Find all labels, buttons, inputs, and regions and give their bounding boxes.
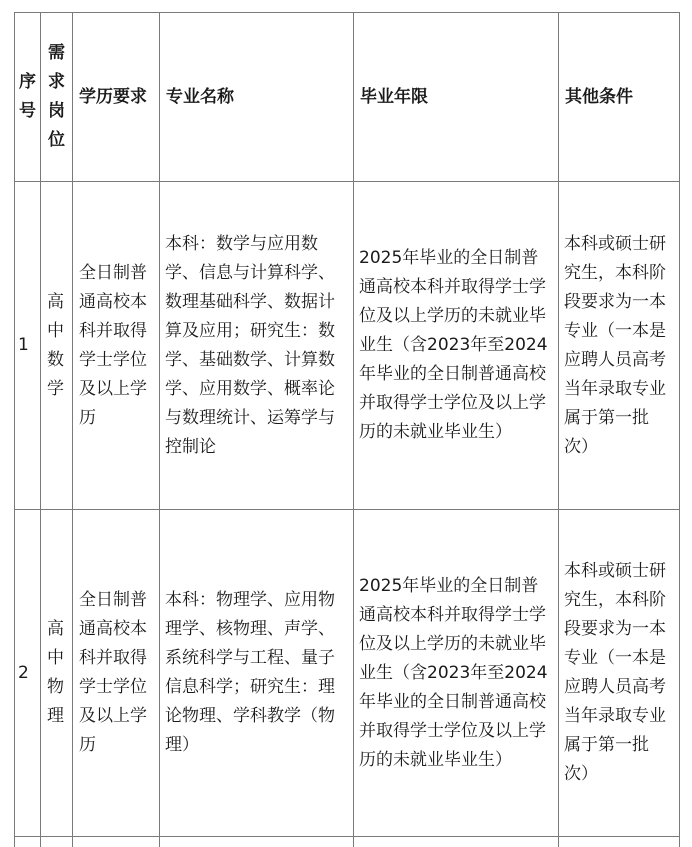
row-graduation [354,510,559,837]
header-position-char: 需 [46,39,67,68]
header-position-char: 岗 [46,97,67,126]
position-char: 物 [47,673,66,702]
header-graduation: 毕业年限 [354,13,559,182]
row-other [559,510,680,837]
position-char: 理 [47,702,66,731]
row-number: 2 [15,510,41,837]
header-no [15,13,41,182]
major-text: 本科：物理学、应用物理学、核物理、声学、系统科学与工程、量子信息科学；研究生：理论物理、学科教学（物理） [165,586,347,760]
graduation-text: 2025年毕业的全日制普通高校本科并取得学士学位及以上学历的未就业毕业生（含2023年至2024年毕业的全日制普通高校并取得学士学位及以上学历的未就业毕业生） [359,244,553,447]
row-number: 1 [15,182,41,510]
header-no-char: 序 [15,68,40,97]
other-text: 本科或硕士研究生，本科阶段要求为一本专业（一本是应聘人员高考当年录取专业属于第一批次） [564,557,673,789]
position-char: 数 [47,346,66,375]
education-text: 全日制普通高校本科并取得学士学位及以上学历 [79,259,153,433]
row-major [160,510,354,837]
header-position [41,13,73,182]
position-char: 学 [47,375,66,404]
position-char: 中 [47,317,66,346]
recruitment-table [14,12,680,847]
row-other [559,182,680,510]
header-other: 其他条件 [559,13,680,182]
header-position-char: 求 [46,68,67,97]
table-row [15,510,680,837]
education-text: 全日制普通高校本科并取得学士学位及以上学历 [79,586,153,760]
header-major: 专业名称 [160,13,354,182]
header-no-char: 号 [15,97,40,126]
row-major [160,182,354,510]
row-position [41,182,73,510]
row-education [73,182,160,510]
table-row [15,182,680,510]
row-education [73,510,160,837]
graduation-text: 2025年毕业的全日制普通高校本科并取得学士学位及以上学历的未就业毕业生（含2023年至2024年毕业的全日制普通高校并取得学士学位及以上学历的未就业毕业生） [359,572,553,775]
header-row [15,13,680,182]
position-char: 高 [47,288,66,317]
position-char: 高 [47,615,66,644]
major-text: 本科：数学与应用数学、信息与计算科学、数理基础科学、数据计算及应用；研究生：数学、基础数学、计算数学、应用数学、概率论与数理统计、运筹学与控制论 [165,230,347,462]
row-position [41,510,73,837]
other-text: 本科或硕士研究生，本科阶段要求为一本专业（一本是应聘人员高考当年录取专业属于第一批次） [564,230,673,462]
header-position-char: 位 [46,126,67,155]
header-education: 学历要求 [73,13,160,182]
row-graduation [354,182,559,510]
position-char: 中 [47,644,66,673]
